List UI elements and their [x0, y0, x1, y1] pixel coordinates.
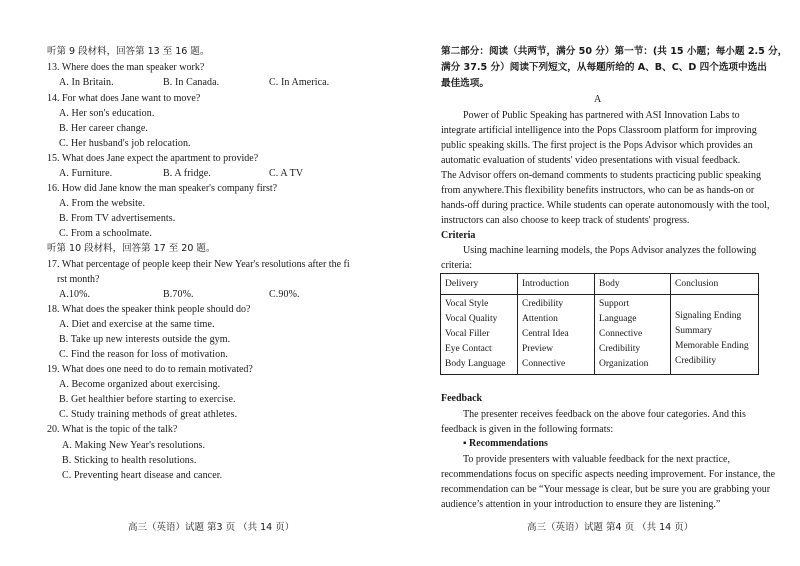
page-footer-3: 高三（英语）试题 第3 页 （共 14 页） — [128, 522, 295, 533]
question-17-option-c[interactable]: C.90%. — [269, 289, 300, 300]
body-item: Organization — [599, 359, 649, 369]
question-20-stem: 20. What is the topic of the talk? — [47, 424, 178, 435]
recommendations-line-2: recommendations focus on specific aspects needing improvement. For instance, the — [441, 469, 776, 480]
question-17-stem-continued: rst month? — [57, 274, 100, 285]
reading-heading-line-1: 第二部分：阅读（共两节，满分 50 分）第一节：(共 15 小题；每小题 2.5 分， — [441, 46, 788, 57]
question-19-option-c[interactable]: C. Study training methods of great athletes. — [59, 409, 238, 420]
question-16-option-b[interactable]: B. From TV advertisements. — [59, 213, 176, 224]
question-18-option-b[interactable]: B. Take up new interests outside the gym. — [59, 334, 231, 345]
feedback-line-1: The presenter receives feedback on the above four categories. And this — [463, 409, 746, 420]
conclusion-item: Summary — [675, 326, 712, 336]
column-header-delivery: Delivery — [441, 274, 518, 295]
question-20-option-b[interactable]: B. Sticking to health resolutions. — [62, 455, 197, 466]
question-17-option-a[interactable]: A.10%. — [59, 289, 91, 300]
paragraph-2-line-2: from anywhere.This flexibility benefits instructors, who can be as hands-on or — [441, 185, 755, 196]
introduction-item: Preview — [522, 344, 554, 354]
question-20-option-a[interactable]: A. Making New Year's resolutions. — [62, 440, 206, 451]
question-14-option-c[interactable]: C. Her husband's job relocation. — [59, 138, 191, 149]
page-footer-4: 高三（英语）试题 第4 页 （共 14 页） — [527, 522, 694, 533]
question-19-option-b[interactable]: B. Get healthier before starting to exercise. — [59, 394, 236, 405]
paragraph-1-line-4: automatic evaluation of students' video presentations with visual feedback. — [441, 155, 741, 166]
section-9-instruction: 听第 9 段材料，回答第 13 至 16 题。 — [47, 46, 210, 57]
body-item: Credibility — [599, 344, 641, 354]
paragraph-2-line-3: hands-off during practice. While students can operate autonomously with the tool, — [441, 200, 770, 211]
delivery-item: Body Language — [445, 359, 506, 369]
question-15-option-a[interactable]: A. Furniture. — [59, 168, 113, 179]
question-19-stem: 19. What does one need to do to remain motivated? — [47, 364, 253, 375]
question-18-stem: 18. What does the speaker think people should do? — [47, 304, 251, 315]
criteria-table-header-row — [441, 274, 759, 295]
conclusion-item: Credibility — [675, 356, 717, 366]
question-18-option-c[interactable]: C. Find the reason for loss of motivation. — [59, 349, 228, 360]
question-14-option-b[interactable]: B. Her career change. — [59, 123, 148, 134]
body-item: Support — [599, 299, 630, 309]
delivery-item: Vocal Filler — [445, 329, 490, 339]
paragraph-1-line-2: integrate artificial intelligence into the Pops Classroom platform for improving — [441, 125, 757, 136]
question-13-option-a[interactable]: A. In Britain. — [59, 77, 114, 88]
question-13-option-c[interactable]: C. In America. — [269, 77, 330, 88]
question-16-stem: 16. How did Jane know the man speaker's company first? — [47, 183, 278, 194]
question-17-stem: 17. What percentage of people keep their New Year's resolutions after the fi — [47, 259, 350, 270]
column-header-body: Body — [595, 274, 671, 295]
introduction-item: Attention — [522, 314, 558, 324]
criteria-table — [440, 273, 759, 375]
paragraph-2-line-1: The Advisor offers on-demand comments to students practicing public speaking — [441, 170, 762, 181]
paragraph-1-line-1: Power of Public Speaking has partnered with ASI Innovation Labs to — [463, 110, 740, 121]
paragraph-1-line-3: public speaking skills. The first project is the Pops Advisor which provides an — [441, 140, 753, 151]
introduction-item: Credibility — [522, 299, 564, 309]
passage-label: A — [594, 94, 602, 105]
question-15-stem: 15. What does Jane expect the apartment to provide? — [47, 153, 259, 164]
delivery-item: Eye Contact — [445, 344, 492, 354]
criteria-intro-line-2: criteria: — [441, 260, 473, 271]
question-14-option-a[interactable]: A. Her son's education. — [59, 108, 155, 119]
conclusion-item: Signaling Ending — [675, 311, 742, 321]
reading-heading-line-3: 最佳选项。 — [441, 78, 489, 89]
column-header-introduction: Introduction — [518, 274, 595, 295]
criteria-heading: Criteria — [441, 230, 476, 241]
question-15-option-b[interactable]: B. A fridge. — [163, 168, 211, 179]
feedback-line-2: feedback is given in the following formats: — [441, 424, 614, 435]
recommendations-heading: ▪ Recommendations — [463, 438, 548, 449]
paragraph-2-line-4: instructors can also choose to keep track of students' progress. — [441, 215, 690, 226]
question-16-option-c[interactable]: C. From a schoolmate. — [59, 228, 152, 239]
question-13-stem: 13. Where does the man speaker work? — [47, 62, 205, 73]
criteria-intro-line-1: Using machine learning models, the Pops Advisor analyzes the following — [463, 245, 757, 256]
delivery-item: Vocal Quality — [445, 314, 498, 324]
question-18-option-a[interactable]: A. Diet and exercise at the same time. — [59, 319, 215, 330]
reading-heading-line-2: 满分 37.5 分）阅读下列短文，从每题所给的 A、B、C、D 四个选项中选出 — [441, 62, 767, 73]
feedback-heading: Feedback — [441, 393, 483, 404]
question-20-option-c[interactable]: C. Preventing heart disease and cancer. — [62, 470, 223, 481]
section-10-instruction: 听第 10 段材料，回答第 17 至 20 题。 — [47, 243, 216, 254]
question-14-stem: 14. For what does Jane want to move? — [47, 93, 201, 104]
column-header-conclusion: Conclusion — [671, 274, 759, 295]
delivery-item: Vocal Style — [445, 299, 489, 309]
criteria-table-row — [441, 295, 759, 375]
delivery-cell — [441, 295, 518, 375]
question-15-option-c[interactable]: C. A TV — [269, 168, 304, 179]
conclusion-item: Memorable Ending — [675, 341, 749, 351]
question-19-option-a[interactable]: A. Become organized about exercising. — [59, 379, 221, 390]
recommendations-line-1: To provide presenters with valuable feedback for the next practice, — [463, 454, 730, 465]
question-16-option-a[interactable]: A. From the website. — [59, 198, 146, 209]
introduction-cell — [518, 295, 595, 375]
recommendations-line-3: recommendation can be “Your message is clear, but be sure you are grabbing your — [441, 484, 771, 495]
body-cell — [595, 295, 671, 375]
introduction-item: Central Idea — [522, 329, 569, 339]
recommendations-line-4: audience’s attention in your introduction to ensure they are listening.” — [441, 499, 721, 510]
introduction-item: Connective — [522, 359, 566, 369]
conclusion-cell — [671, 295, 759, 375]
body-item: Language — [599, 314, 637, 324]
body-item: Connective — [599, 329, 643, 339]
question-13-option-b[interactable]: B. In Canada. — [163, 77, 220, 88]
question-17-option-b[interactable]: B.70%. — [163, 289, 194, 300]
